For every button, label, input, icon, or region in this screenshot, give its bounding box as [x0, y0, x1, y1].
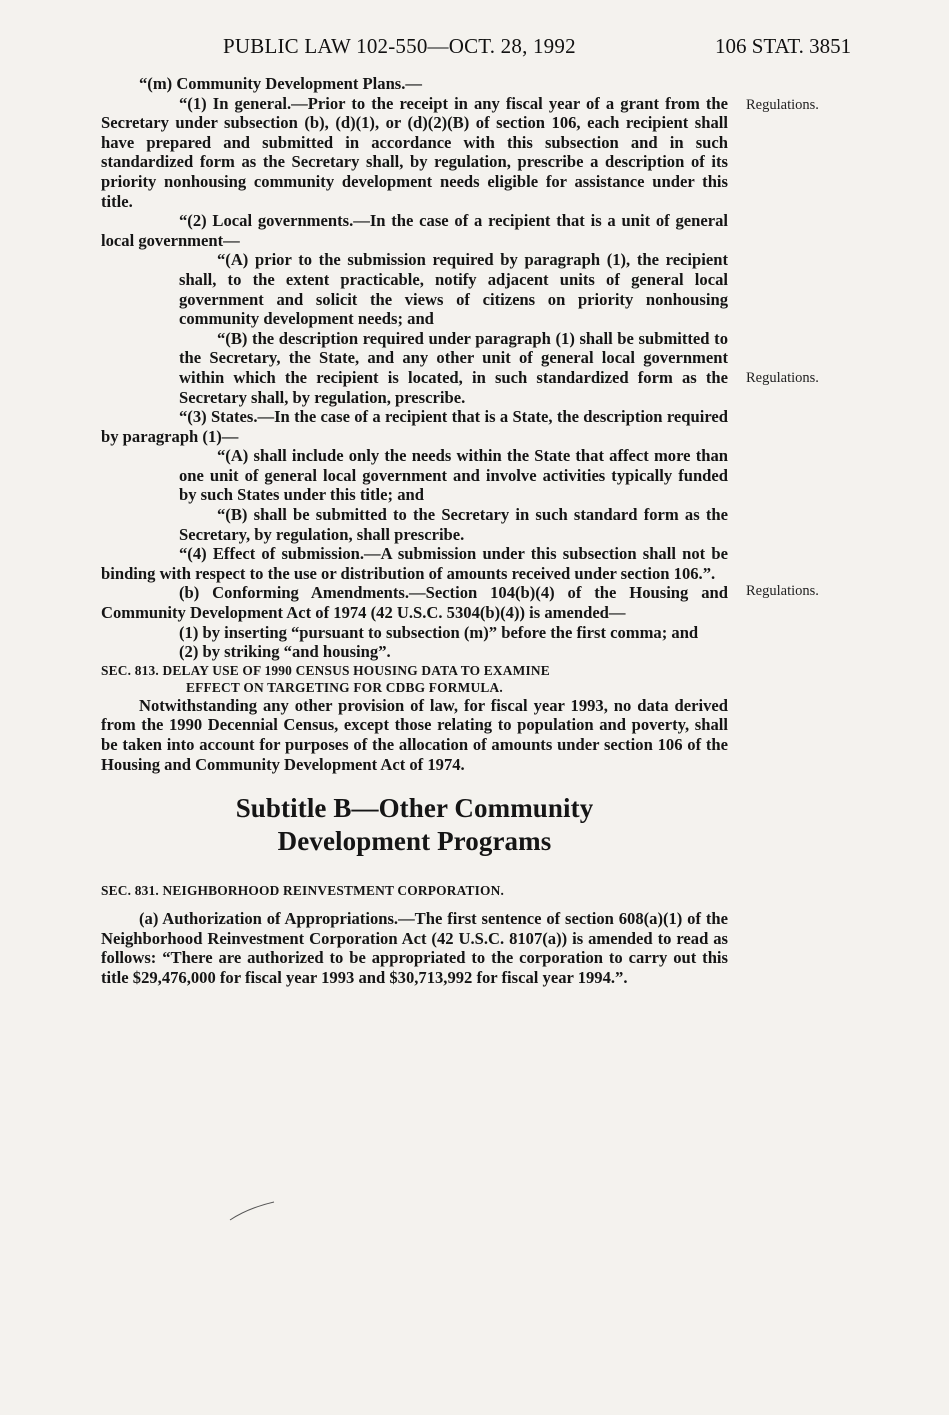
- subtitle-b-heading-line-2: Development Programs: [277, 826, 552, 857]
- margin-note-regulations-1: Regulations.: [746, 97, 819, 113]
- paragraph-3-states: “(3) States.—In the case of a recipient that is a State, the description required by paragraph (1)—: [101, 407, 728, 446]
- section-813-heading-line-2: EFFECT ON TARGETING FOR CDBG FORMULA.: [186, 679, 503, 695]
- subsection-b-conforming-amendments: (b) Conforming Amendments.—Section 104(b)(4) of the Housing and Community Development Act of 1974 (42 U.S.C. 5304(b)(4)) is amended—: [101, 583, 728, 623]
- subtitle-b-heading: [101, 792, 728, 858]
- running-header: [0, 34, 949, 64]
- amendment-item-1: (1) by inserting “pursuant to subsection (m)” before the first comma; and: [179, 622, 699, 642]
- margin-note-regulations-2: Regulations.: [746, 370, 819, 386]
- paragraph-3a: “(A) shall include only the needs within the State that affect more than one unit of general local government and involve activities typically funded by such States under this title; and: [179, 446, 728, 505]
- subtitle-b-heading-line-1: Subtitle B—Other Community: [235, 793, 594, 824]
- paragraph-3b: “(B) shall be submitted to the Secretary in such standard form as the Secretary, by regulation, shall prescribe.: [179, 505, 728, 544]
- stray-pen-mark: [228, 1198, 278, 1224]
- paragraph-1-in-general: “(1) In general.—Prior to the receipt in any fiscal year of a grant from the Secretary under subsection (b), (d)(1), or (d)(2)(B) of section 106, each recipient shall have prepared and submitted in accordance with this subsection and in such standardized form as the Secretary shall, by regulation, prescribe a description of its priority nonhousing community development needs eligible for assistance under this title.: [101, 93, 728, 211]
- margin-note-regulations-3: Regulations.: [746, 583, 819, 599]
- section-813-heading: [101, 662, 728, 696]
- subsection-m-heading: “(m) Community Development Plans.—: [139, 74, 422, 93]
- amendment-item-2: (2) by striking “and housing”.: [179, 642, 391, 662]
- section-831-heading: SEC. 831. NEIGHBORHOOD REINVESTMENT CORPORATION.: [101, 883, 505, 899]
- section-813-heading-line-1: SEC. 813. DELAY USE OF 1990 CENSUS HOUSING DATA TO EXAMINE: [101, 662, 550, 678]
- paragraph-4-effect-of-submission: “(4) Effect of submission.—A submission under this subsection shall not be binding with respect to the use or distribution of amounts received under section 106.”.: [101, 544, 728, 583]
- header-title: PUBLIC LAW 102-550—OCT. 28, 1992: [223, 34, 576, 58]
- header-stat-page: 106 STAT. 3851: [715, 34, 852, 58]
- paragraph-2a: “(A) prior to the submission required by paragraph (1), the recipient shall, to the extent practicable, notify adjacent units of general local government and solicit the views of citizens on priority nonhousing community development needs; and: [179, 250, 728, 329]
- paragraph-2-local-governments: “(2) Local governments.—In the case of a recipient that is a unit of general local government—: [101, 211, 728, 250]
- section-813-text: Notwithstanding any other provision of law, for fiscal year 1993, no data derived from the 1990 Decennial Census, except those relating to population and poverty, shall be taken into account for purposes of the allocation of amounts under section 106 of the Housing and Community Development Act of 1974.: [101, 695, 728, 774]
- section-831-subsection-a: (a) Authorization of Appropriations.—The first sentence of section 608(a)(1) of the Neighborhood Reinvestment Corporation Act (42 U.S.C. 8107(a)) is amended to read as follows: “There are authorized to be appropriated to the corporation to carry out this title $29,476,000 for fiscal year 1993 and $30,713,992 for fiscal year 1994.”.: [101, 909, 728, 987]
- document-body: [101, 74, 728, 988]
- paragraph-2b: “(B) the description required under paragraph (1) shall be submitted to the Secretary, the State, and any other unit of general local government within which the recipient is located, in such standardized form as the Secretary shall, by regulation, prescribe.: [179, 328, 728, 407]
